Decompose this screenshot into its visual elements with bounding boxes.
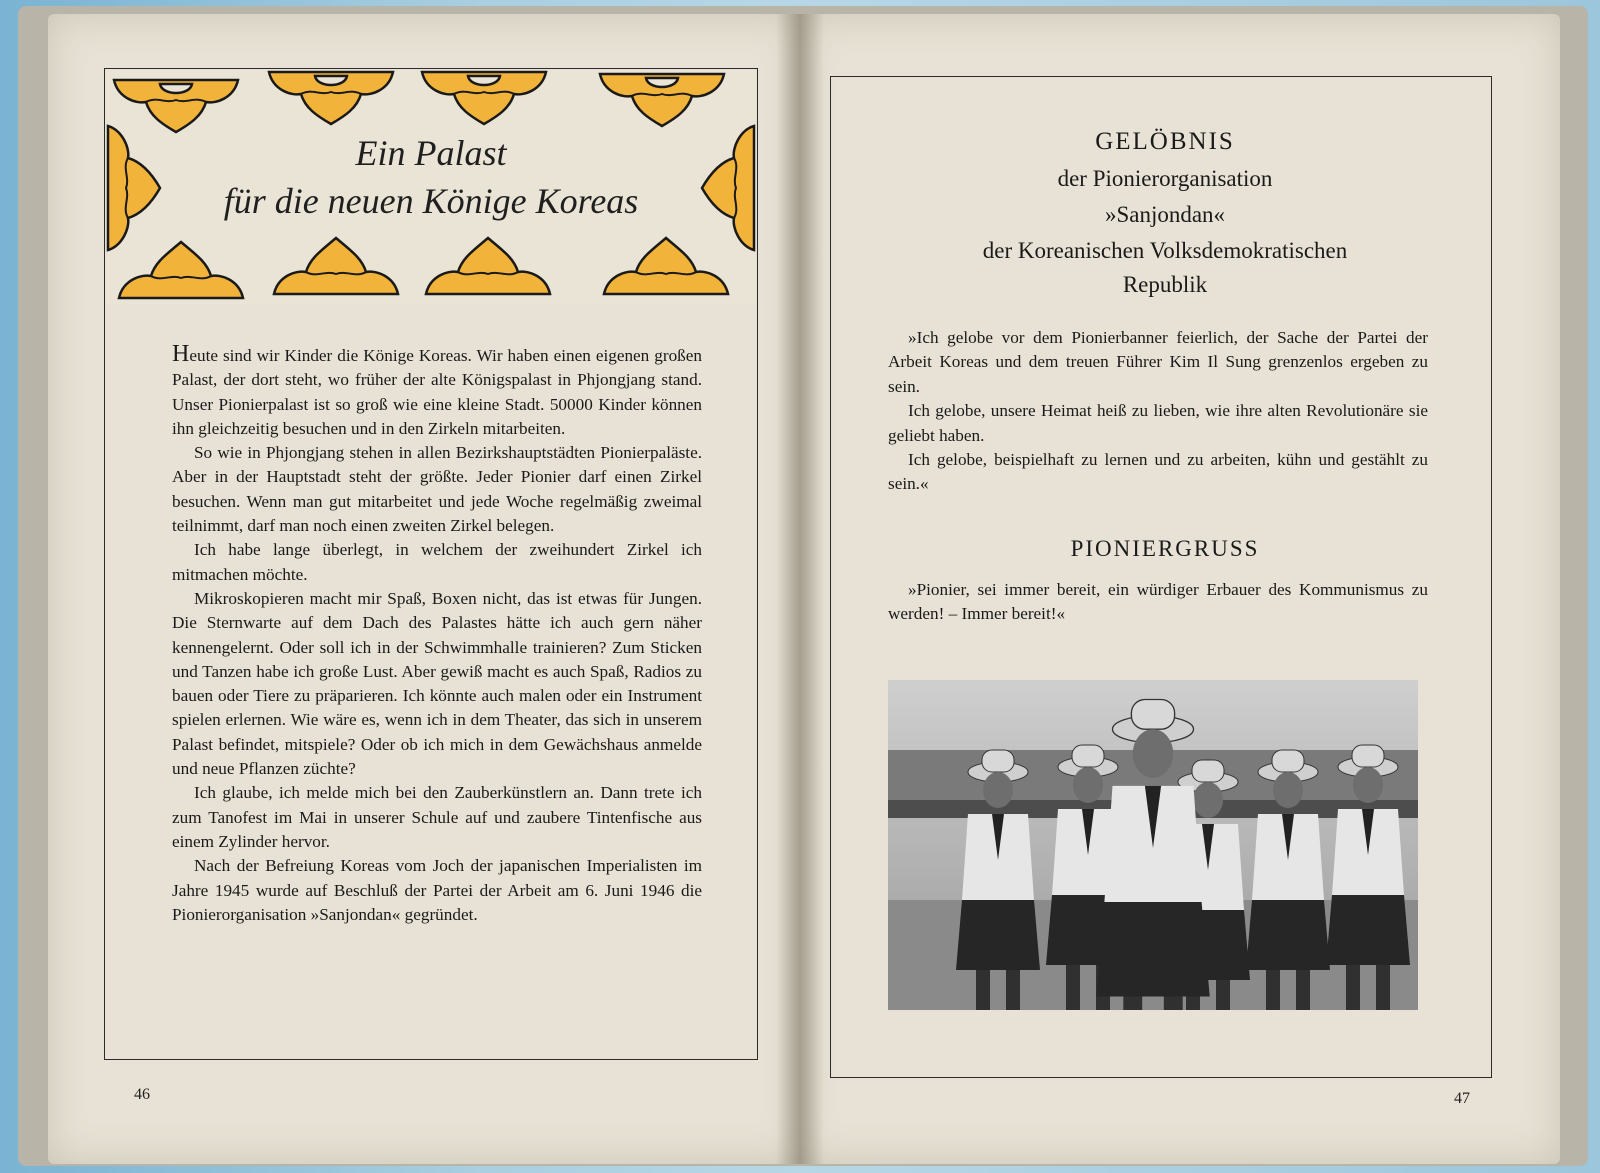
- paragraph: Ich habe lange überlegt, in welchem der zweihundert Zirkel ich mitmachen möchte.: [172, 540, 702, 584]
- page-title-line1: Ein Palast: [355, 133, 507, 173]
- paragraph: Nach der Befreiung Koreas vom Joch der japanischen Imperialisten im Jahre 1945 wurde auf Beschluß der Partei der Arbeit am 6. Juni 1946 die Pionierorganisation »Sanjondan« gegründet.: [172, 856, 702, 924]
- pledge-paragraph: Ich gelobe, beispielhaft zu lernen und zu arbeiten, kühn und gestählt zu sein.«: [888, 450, 1428, 494]
- pledge-heading: GELÖBNIS: [1095, 128, 1235, 155]
- pledge-paragraph: »Ich gelobe vor dem Pionierbanner feierlich, der Sache der Partei der Arbeit Koreas und dem treuen Führer Kim Il Sung grenzenlos ergeben zu sein.: [888, 328, 1428, 396]
- pledge-subheading: Republik: [1122, 272, 1208, 297]
- paragraph: Mikroskopieren macht mir Spaß, Boxen nicht, das ist etwas für Jungen. Die Sternwarte auf dem Dach des Palastes hätte ich auch gern näher kennengelernt. Oder soll ich in der Schwimmhalle trainieren? Zum Sticken und Tanzen habe ich große Lust. Aber gewiß macht es auch Spaß, Radios zu bauen oder Tiere zu präparieren. Ich könnte auch malen oder ein Instrument spielen erlernen. Wie wäre es, wenn ich in dem Theater, das sich in unserem Palast befindet, mitspiele? Oder ob ich mich in dem Gewächshaus anmelde und neue Pflanzen züchte?: [172, 588, 702, 779]
- pledge-subheading: der Koreanischen Volksdemokratischen: [982, 238, 1348, 263]
- book-gutter: [776, 14, 824, 1164]
- pledge-subheading: der Pionierorganisation: [1057, 166, 1273, 191]
- page-number-left: 46: [134, 1086, 150, 1103]
- pledge-text: [888, 326, 1428, 497]
- paragraph: Heute sind wir Kinder die Könige Koreas. Wir haben einen eigenen großen Palast, der dort steht, wo früher der alte Königspalast in Phjongjang stand. Unser Pionierpalast ist so groß wie eine kleine Stadt. 50000 Kinder können ihn gleichzeitig besuchen und in den Zirkeln mitarbeiten.: [172, 341, 702, 438]
- pledge-subheading: »Sanjondan«: [1104, 202, 1226, 227]
- pioneer-girls-photo: [888, 680, 1418, 1010]
- greeting-text: »Pionier, sei immer bereit, ein würdiger Erbauer des Kommunismus zu werden! – Immer bereit!«: [888, 580, 1428, 624]
- page-title-line2: für die neuen Könige Koreas: [223, 181, 639, 221]
- pledge-paragraph: Ich gelobe, unsere Heimat heiß zu lieben, wie ihre alten Revolutionäre sie geliebt haben.: [888, 401, 1428, 445]
- left-body-text: [172, 342, 702, 927]
- paragraph: So wie in Phjongjang stehen in allen Bezirkshauptstädten Pionierpaläste. Aber in der Hauptstadt steht der größte. Jeder Pionier darf einen Zirkel besuchen. Wenn man gut mitarbeitet und jede Woche regelmäßig zweimal teilnimmt, darf man noch einen zweiten Zirkel belegen.: [172, 443, 702, 536]
- photo-illustration-icon: [888, 680, 1418, 1010]
- paragraph: Ich glaube, ich melde mich bei den Zauberkünstlern an. Dann trete ich zum Tanofest im Mai in unserer Schule auf und zaubere Tintenfische aus einem Zylinder hervor.: [172, 783, 702, 851]
- greeting-heading: PIONIERGRUSS: [1070, 536, 1260, 561]
- page-number-right: 47: [1454, 1090, 1470, 1107]
